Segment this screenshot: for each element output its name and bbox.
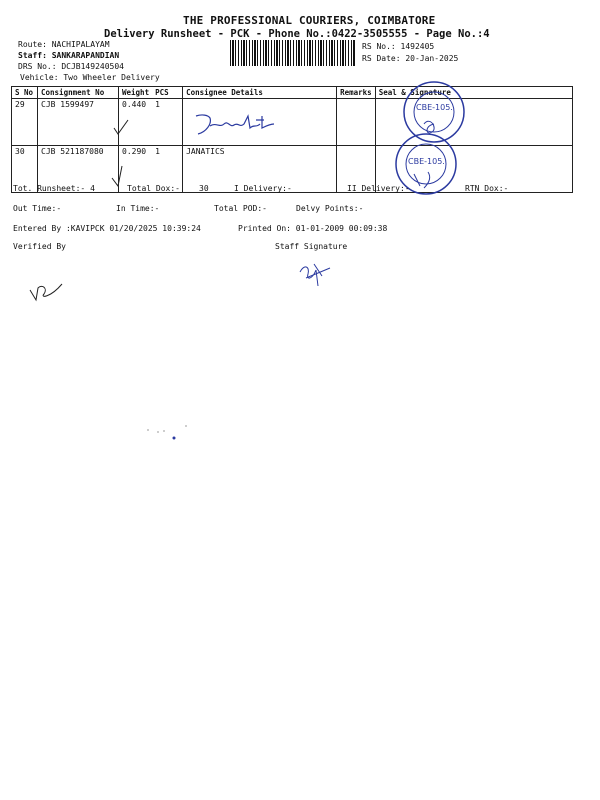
table-header-row: [12, 87, 573, 99]
total-pod: Total POD:-: [214, 204, 267, 213]
table-row: [12, 99, 573, 146]
tick-mark: [112, 118, 132, 136]
runsheet-table: [11, 86, 573, 193]
out-time: Out Time:-: [13, 204, 62, 213]
tot-runsheet: Tot. Runsheet:- 4: [13, 184, 95, 193]
drs-label: DRS No.: DCJB149240504: [18, 62, 124, 71]
staff-signature: [292, 258, 336, 294]
col-consignee: Consignee Details: [183, 87, 337, 99]
stamp-label: CBE-105.: [408, 157, 445, 166]
route-label: Route: NACHIPALAYAM: [18, 40, 110, 49]
staff-signature-label: Staff Signature: [275, 242, 348, 251]
row-consignment: CJB 521187080: [38, 146, 119, 193]
ii-delivery: II Delivery:-: [347, 184, 410, 193]
row-sno: 30: [12, 146, 38, 193]
seal-stamp: [384, 132, 470, 206]
in-time: In Time:-: [116, 204, 160, 213]
entered-by: Entered By :KAVIPCK 01/20/2025 10:39:24: [13, 224, 201, 233]
printed-on: Printed On: 01-01-2009 00:09:38: [238, 224, 388, 233]
rtn-dox: RTN Dox:-: [465, 184, 509, 193]
col-pcs: PCS: [152, 87, 183, 99]
col-remarks: Remarks: [337, 87, 376, 99]
row-sno: 29: [12, 99, 38, 146]
staff-label: Staff: SANKARAPANDIAN: [18, 51, 120, 60]
stamp-label: CBE-105.: [416, 103, 453, 112]
company-title: THE PROFESSIONAL COURIERS, COIMBATORE: [183, 14, 436, 27]
col-weight: Weight: [119, 87, 153, 99]
row-pcs: 1: [152, 146, 183, 193]
rs-number: RS No.: 1492405: [362, 42, 435, 51]
col-sno: S No: [12, 87, 38, 99]
runsheet-title: Delivery Runsheet - PCK - Phone No.:0422-3505555 - Page No.:4: [104, 28, 490, 40]
rs-date: RS Date: 20-Jan-2025: [362, 54, 459, 63]
row-weight: 0.440: [119, 99, 153, 146]
total-dox: Total Dox:-: [127, 184, 180, 193]
row-consignee: JANATICS: [183, 146, 337, 193]
delvy-points: Delvy Points:-: [296, 204, 364, 213]
handwritten-consignee-signature: [190, 110, 290, 140]
i-delivery: I Delivery:-: [234, 184, 292, 193]
row-consignment: CJB 1599497: [38, 99, 119, 146]
total-dox-value: 30: [199, 184, 209, 193]
col-seal: Seal & Signature: [375, 87, 572, 99]
verifier-signature: [28, 280, 68, 304]
vehicle-label: Vehicle: Two Wheeler Delivery: [20, 73, 160, 82]
col-consignment: Consignment No: [38, 87, 119, 99]
row-pcs: 1: [152, 99, 183, 146]
verified-by: Verified By: [13, 242, 66, 251]
barcode: [230, 40, 355, 66]
row-weight: 0.290: [119, 146, 153, 193]
scan-specks: [138, 420, 198, 444]
row-remarks: [337, 99, 376, 146]
